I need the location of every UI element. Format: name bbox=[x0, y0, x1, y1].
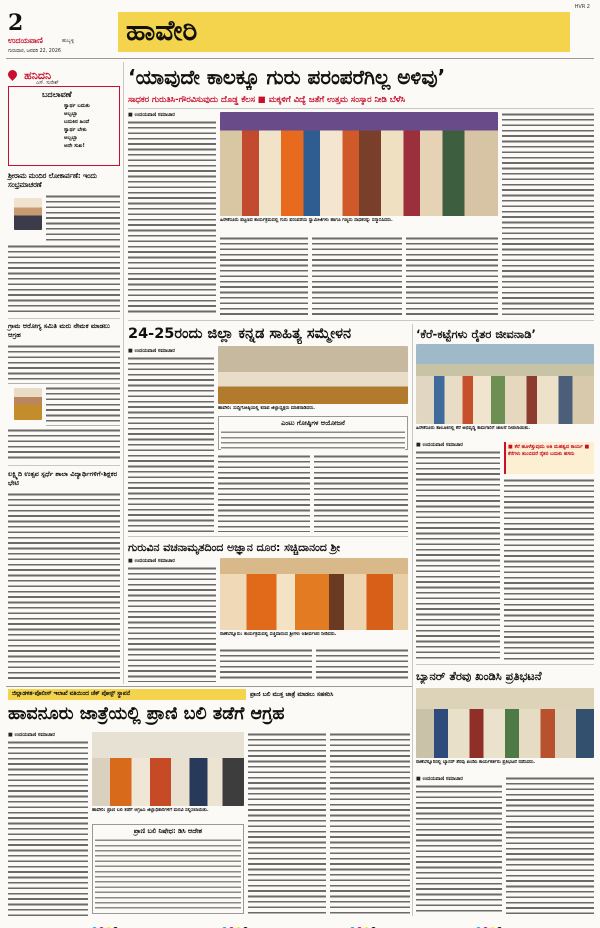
bottom-photo-caption: ಹಾವೇರಿ: ಪ್ರಾಣಿ ಬಲಿ ತಡೆಗೆ ಆಗ್ರಹಿಸಿ ಜಿಲ್ಲಾಧಿಕಾರಿಗಳಿಗೆ ಮನವಿ ಸಲ್ಲಿಸಲಾಯಿತು. bbox=[92, 808, 209, 813]
sahitya-text-col2 bbox=[218, 454, 310, 532]
poem-line: ಸ್ವಾರ್ಥ ಬೇಕು bbox=[64, 127, 87, 133]
lead-byline: ■ ಉದಯವಾಣಿ ಸಮಾಚಾರ bbox=[128, 112, 175, 118]
brief-text-3 bbox=[8, 492, 120, 680]
drop-icon bbox=[6, 68, 19, 81]
brief-text-1 bbox=[46, 194, 120, 242]
guru-byline: ■ ಉದಯವಾಣಿ ಸಮಾಚಾರ bbox=[128, 558, 175, 564]
brief-text-1b bbox=[8, 244, 120, 314]
poem-line: ಬದುಕಿನ ಹಿಂದೆ bbox=[64, 119, 90, 125]
lead-text-col4 bbox=[406, 236, 498, 316]
lead-photo-caption: ಹಿರೇಕೆರೂರು ಪಟ್ಟಣದ ಕಾರ್ಯಕ್ರಮದಲ್ಲಿ ಗುರು ಪರಂಪರೆಯ ಸ್ವಾಮೀಜಿಗಳು ಹಾಗೂ ಗಣ್ಯರು ಸಾಧಕರನ್ನು ಸನ್ಮಾನಿಸಿದರು. bbox=[220, 218, 393, 223]
banner-headline: ಬ್ಯಾನರ್ ತೆರವು ಖಂಡಿಸಿ ಪ್ರತಿಭಟನೆ bbox=[416, 669, 542, 683]
bottom-text-col2 bbox=[248, 732, 326, 914]
lead-text-col1 bbox=[128, 120, 216, 316]
sahitya-box-title: ಎಂಟು ಗೋಷ್ಠಿಗಳ ಆಯೋಜನೆ bbox=[281, 419, 345, 427]
sahitya-text-col1 bbox=[128, 356, 214, 532]
page-number: 2 bbox=[8, 10, 24, 36]
sahitya-photo-caption: ಹಾವೇರಿ: ಸುದ್ದಿಗೋಷ್ಠಿಯಲ್ಲಿ ಕಸಾಪ ಜಿಲ್ಲಾಧ್ಯಕ್ಷರು ಮಾತನಾಡಿದರು. bbox=[218, 406, 316, 411]
kere-photo-caption: ಹಿರೇಕೆರೂರು ತಾಲೂಕಿನಲ್ಲಿ ಕೆರೆ ಅಭಿವೃದ್ಧಿ ಕಾಮಗಾರಿಗೆ ಚಾಲನೆ ನೀಡಲಾಯಿತು. bbox=[416, 426, 531, 431]
poem-line: ಅಬ್ಬಬ್ಬಾ bbox=[64, 135, 78, 141]
guru-headline: ಗುರುವಿನ ವಚನಾಮೃತದಿಂದ ಅಜ್ಞಾನ ದೂರ: ಸಚ್ಚಿದಾನಂದ ಶ್ರೀ bbox=[128, 541, 340, 554]
brief-title-3: ಲಕ್ಷ್ಮಿದಿ ಉತ್ಸವ ಸ್ಪರ್ಧೆ ಶಾಲಾ ವಿದ್ಯಾರ್ಥಿಗಳಿಗೆ-ಶಿಕ್ಷಕರ ಭೇಟಿ bbox=[8, 470, 118, 487]
bottom-kicker-left: ಜಿಲ್ಲಾಡಳಿತ-ಪೊಲೀಸ್ ಇಲಾಖೆ ವತಿಯಿಂದ ಚೆಕ್ ಪೋಸ್ಟ್ ಸ್ಥಾಪನೆ bbox=[8, 689, 246, 700]
folio-right: HVR 2 bbox=[574, 4, 590, 10]
bottom-text-col1 bbox=[8, 740, 88, 916]
poem-line: ಅಬ್ಬಬ್ಬಾ bbox=[64, 111, 78, 117]
brief-text-2a bbox=[8, 344, 120, 384]
banner-byline: ■ ಉದಯವಾಣಿ ಸಮಾಚಾರ bbox=[416, 776, 463, 782]
column-brand bbox=[8, 64, 120, 82]
edition-label: ಹುಬ್ಬಳ್ಳಿ bbox=[62, 38, 75, 44]
brief-photo-2 bbox=[14, 388, 42, 420]
lead-text-col2 bbox=[220, 236, 308, 316]
guru-text-col3 bbox=[316, 648, 408, 682]
brief-photo-1 bbox=[14, 198, 42, 230]
brief-title-2: ಗ್ರಾಮ ಆರೋಗ್ಯ ಸಮಿತಿ ಮರು ನೇಮಕ ಮಾಡಲು ಆಗ್ರಹ bbox=[8, 322, 111, 339]
bottom-headline: ಹಾವನೂರು ಜಾತ್ರೆಯಲ್ಲಿ ಪ್ರಾಣಿ ಬಲಿ ತಡೆಗೆ ಆಗ್ರಹ bbox=[8, 704, 285, 724]
sahitya-box bbox=[218, 416, 408, 450]
sahitya-photo bbox=[218, 346, 408, 404]
bottom-box bbox=[92, 824, 244, 914]
section-title: ಹಾವೇರಿ bbox=[126, 14, 198, 47]
guru-text-col2 bbox=[220, 648, 312, 682]
banner-text-col2 bbox=[506, 776, 594, 914]
poem-line: ಅದೇ ಸುಖ! bbox=[64, 143, 85, 149]
column-author: ಎಸ್. ಸುರೇಶ್ bbox=[36, 81, 59, 86]
lead-photo bbox=[220, 112, 498, 216]
paper-name: ಉದಯವಾಣಿ bbox=[8, 36, 43, 45]
kere-sidebar bbox=[504, 442, 594, 474]
bottom-byline: ■ ಉದಯವಾಣಿ ಸಮಾಚಾರ bbox=[8, 732, 55, 738]
bottom-box-title: ಪ್ರಾಣಿ ಬಲಿ ನಿಷೇಧ: ಡಿಸಿ ಆದೇಶ bbox=[133, 827, 203, 835]
brief-title-1: ಶ್ರೀರಾಮ ಮಂದಿರ ಲೋಕಾರ್ಪಣೆ: ಇಂದು ಸಂಭ್ರಮಾಚರಣೆ bbox=[8, 172, 97, 189]
poem-box bbox=[8, 86, 120, 166]
registration-marks-right bbox=[350, 917, 378, 923]
registration-marks-far bbox=[476, 917, 504, 923]
poem-title: ಬದಲಾವಣೆ bbox=[42, 90, 72, 99]
date-line: ಗುರುವಾರ, ಜನವರಿ 22, 2026 bbox=[8, 49, 61, 54]
kere-text-col1 bbox=[416, 450, 500, 660]
banner-text-col1 bbox=[416, 784, 502, 914]
brief-text-2c bbox=[8, 428, 120, 462]
guru-photo-caption: ರಾಣೆಬೆನ್ನೂರು: ಕಾರ್ಯಕ್ರಮದಲ್ಲಿ ಸಚ್ಚಿದಾನಂದ ಶ್ರೀಗಳು ಆಶೀರ್ವಚನ ನೀಡಿದರು. bbox=[220, 632, 337, 637]
guru-photo bbox=[220, 558, 408, 630]
poem-line: ಸ್ವಾರ್ಥ ಬದುಕು bbox=[64, 103, 90, 109]
brief-text-2b bbox=[46, 386, 120, 426]
lead-subhead: ಸಾಧಕರ ಗುರುತಿಸಿ-ಗೌರವಿಸುವುದು ದೊಡ್ಡ ಕೆಲಸ ■ ಮಕ್ಕಳಿಗೆ ವಿದ್ಯೆ ಜತೆಗೆ ಉತ್ತಮ ಸಂಸ್ಕಾರ ನೀಡಿ ಬೆಳೆಸಿ bbox=[128, 94, 406, 104]
lead-text-col3 bbox=[312, 236, 402, 316]
lead-headline: ‘ಯಾವುದೇ ಕಾಲಕ್ಕೂ ಗುರು ಪರಂಪರೆಗಿಲ್ಲ ಅಳಿವು’ bbox=[128, 65, 446, 89]
banner-photo-caption: ರಾಣೆಬೆನ್ನೂರಿನಲ್ಲಿ ಬ್ಯಾನರ್ ತೆರವು ಖಂಡಿಸಿ ಕಾರ್ಯಕರ್ತರು ಪ್ರತಿಭಟನೆ ನಡೆಸಿದರು. bbox=[416, 760, 536, 765]
kere-photo bbox=[416, 344, 594, 424]
sahitya-headline: 24-25ರಂದು ಜಿಲ್ಲಾ ಕನ್ನಡ ಸಾಹಿತ್ಯ ಸಮ್ಮೇಳನ bbox=[128, 326, 352, 342]
registration-marks-mid bbox=[222, 917, 250, 923]
kere-byline: ■ ಉದಯವಾಣಿ ಸಮಾಚಾರ bbox=[416, 442, 463, 448]
bottom-kicker-right: ಪ್ರಾಣಿ ಬಲಿ ಮುಕ್ತ ಜಾತ್ರೆ ಮಾಡಲು ಸಹಕರಿಸಿ bbox=[250, 691, 334, 698]
registration-marks-left bbox=[92, 917, 120, 923]
sahitya-text-col3 bbox=[314, 454, 408, 532]
lead-text-col5 bbox=[502, 112, 594, 316]
kere-sidebar-text: ■ ಕೆರೆ ಹೂಳೆತ್ತುವುದು ಅತಿ ಮಹತ್ವದ ಕಾರ್ಯ ■ ಕೆರೆಗಳು ತುಂಬಿದರೆ ರೈತರ ಬದುಕು ಹಸನು bbox=[508, 444, 590, 457]
bottom-photo bbox=[92, 732, 244, 806]
column-brand-name: ಹನಿದನಿ bbox=[24, 69, 52, 82]
bottom-text-col3 bbox=[330, 732, 410, 914]
kere-text-col2 bbox=[504, 478, 594, 660]
banner-photo bbox=[416, 688, 594, 758]
kere-headline: ‘ಕೆರೆ-ಕಟ್ಟೆಗಳು ರೈತರ ಜೀವನಾಡಿ’ bbox=[416, 327, 536, 341]
guru-text-col1 bbox=[128, 566, 216, 682]
sahitya-byline: ■ ಉದಯವಾಣಿ ಸಮಾಚಾರ bbox=[128, 348, 175, 354]
